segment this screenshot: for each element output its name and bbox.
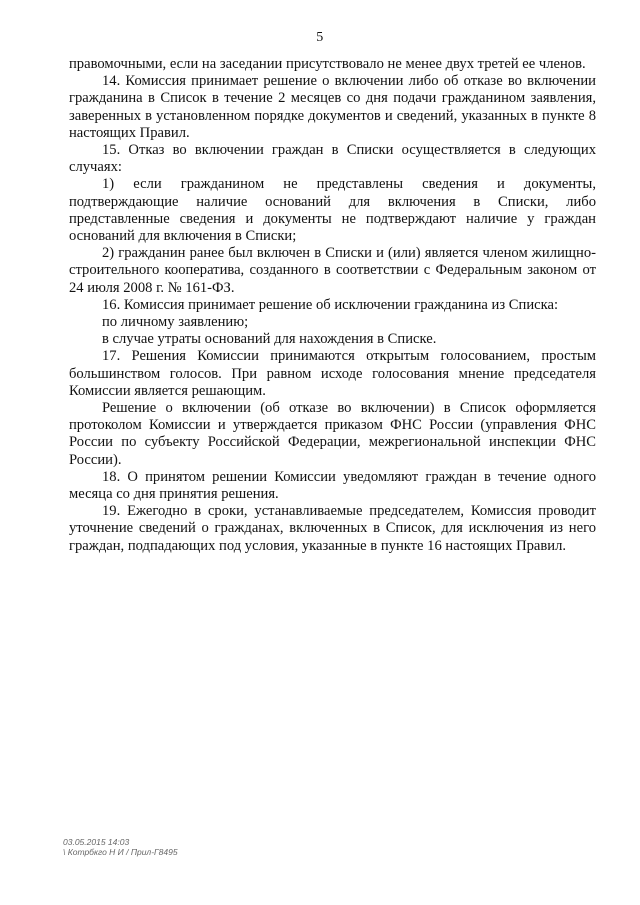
paragraph: правомочными, если на заседании присутствовало не менее двух третей ее членов.: [69, 56, 586, 72]
paragraph: 15. Отказ во включении граждан в Списки осуществляется в следующих случаях:: [69, 142, 596, 176]
paragraph: 19. Ежегодно в сроки, устанавливаемые председателем, Комиссия проводит уточнение сведений о гражданах, включенных в Список, для исключения из него граждан, подпадающих под условия, указанные в пункте 16 настоящих Правил.: [69, 503, 596, 554]
paragraph: по личному заявлению;: [102, 314, 249, 331]
document-body: [69, 56, 596, 555]
paragraph: 1) если гражданином не представлены сведения и документы, подтверждающие наличие оснований для включения в Списки, либо представленные сведения и документы не подтверждают наличие у граждан оснований для включения в Списки;: [69, 176, 596, 245]
paragraph: Решение о включении (об отказе во включении) в Список оформляется протоколом Комиссии и утверждается приказом ФНС России (управления ФНС России по субъекту Российской Федерации, межрегиональной инспекции ФНС России).: [69, 400, 596, 468]
paragraph: 18. О принятом решении Комиссии уведомляют граждан в течение одного месяца со дня принятия решения.: [69, 468, 596, 503]
document-footer: [63, 837, 178, 857]
paragraph: 14. Комиссия принимает решение о включении либо об отказе во включении гражданина в Список в течение 2 месяцев со дня подачи гражданином заявления, заверенных в установленном порядке документов и сведений, указанных в пункте 8 настоящих Правил.: [69, 73, 596, 141]
footer-file-reference: \ Котрбкго Н И / Прил-Г8495: [63, 847, 178, 857]
paragraph: 16. Комиссия принимает решение об исключении гражданина из Списка:: [102, 296, 559, 313]
page-number: 5: [316, 30, 324, 45]
paragraph: 17. Решения Комиссии принимаются открытым голосованием, простым большинством голосов. При равном исходе голосования мнение председателя Комиссии является решающим.: [69, 348, 596, 399]
footer-timestamp: 03.05.2015 14:03: [63, 837, 130, 847]
paragraph: в случае утраты оснований для нахождения в Списке.: [102, 331, 437, 348]
paragraph: 2) гражданин ранее был включен в Списки и (или) является членом жилищно-строительного кооператива, созданного в соответствии с Федеральным законом от 24 июля 2008 г. № 161-ФЗ.: [69, 245, 596, 296]
